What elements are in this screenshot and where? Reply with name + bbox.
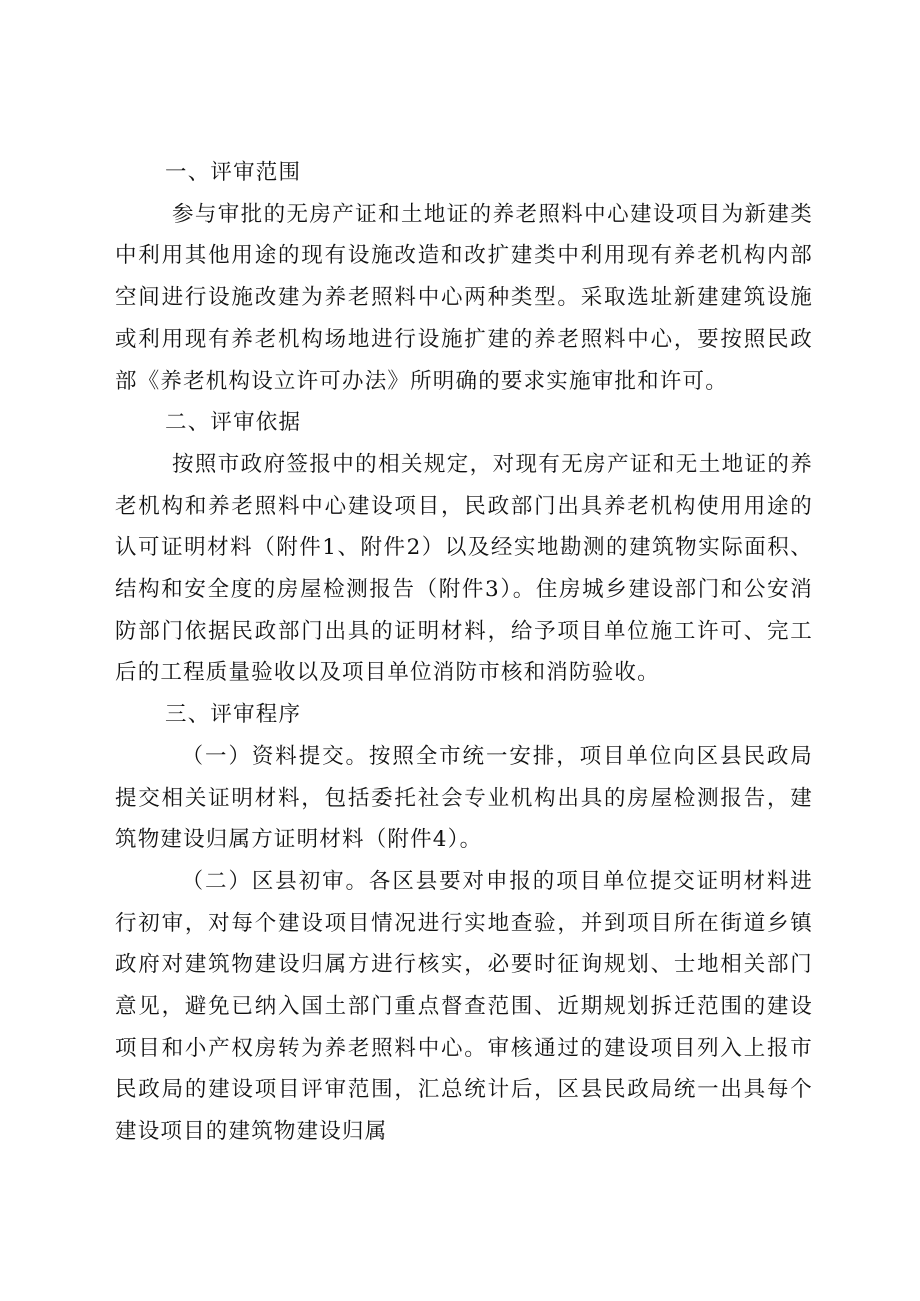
document-body	[115, 152, 813, 1153]
section-3-item-2: （二）区县初审。各区县要对申报的项目单位提交证明材料进行初审，对每个建设项目情况进行实地查验，并到项目所在街道乡镇政府对建筑物建设归属方进行核实，必要时征询规划、士地相关部门意见，避免已纳入国土部门重点督查范围、近期规划拆迁范围的建设项目和小产权房转为养老照料中心。审核通过的建设项目列入上报市民政局的建设项目评审范围，汇总统计后，区县民政局统一出具每个建设项目的建筑物建设归属	[115, 868, 813, 1145]
section-3-item-1: （一）资料提交。按照全市统一安排，项目单位向区县民政局提交相关证明材料，包括委托社会专业机构出具的房屋检测报告，建筑物建设归属方证明材料（附件4）。	[115, 743, 813, 853]
section-3-heading: 三、评审程序	[165, 702, 302, 728]
section-2-heading: 二、评审依据	[165, 410, 302, 436]
section-2-paragraph: 按照市政府签报中的相关规定，对现有无房产证和无土地证的养老机构和养老照料中心建设项目，民政部门出具养老机构使用用途的认可证明材料（附件1、附件2）以及经实地勘测的建筑物实际面积、结构和安全度的房屋检测报告（附件3）。住房城乡建设部门和公安消防部门依据民政部门出具的证明材料，给予项目单位施工许可、完工后的工程质量验收以及项目单位消防市核和消防验收。	[115, 451, 813, 686]
section-1-paragraph: 参与审批的无房产证和土地证的养老照料中心建设项目为新建类中利用其他用途的现有设施改造和改扩建类中利用现有养老机构内部空间进行设施改建为养老照料中心两种类型。采取选址新建建筑设施或利用现有养老机构场地进行设施扩建的养老照料中心，要按照民政部《养老机构设立许可办法》所明确的要求实施审批和许可。	[115, 201, 813, 394]
section-1-heading: 一、评审范围	[165, 160, 302, 185]
